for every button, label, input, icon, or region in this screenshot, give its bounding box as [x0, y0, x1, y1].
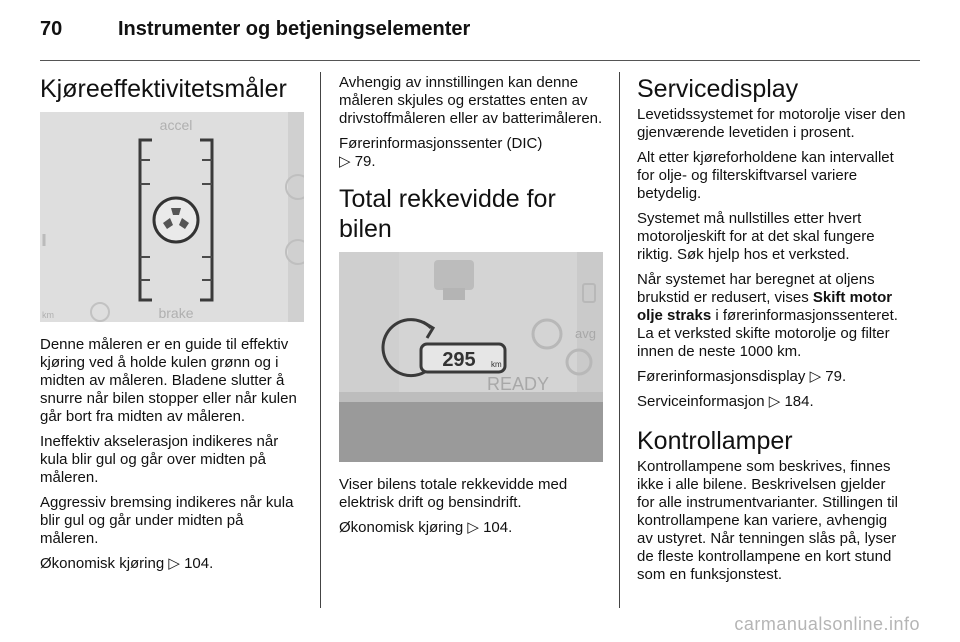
message-text: Skift motor olje straks: [637, 289, 893, 324]
range-unit: km: [491, 360, 502, 369]
xref-page: 79.: [825, 368, 847, 385]
page-header: [40, 18, 920, 46]
watermark: carmanualsonline.info: [734, 614, 920, 634]
section-heading-total-range: Total rekkevidde for bilen: [339, 185, 556, 243]
paragraph: Når systemet har beregnet at oljens brukstid er redusert, vises Skift motor olje straks i førerinformasjonssenteret. La et verksted skifte motorolje og filter innen de neste 1000 km.: [637, 271, 898, 360]
cross-reference[interactable]: [339, 135, 604, 171]
xref-text: Økonomisk kjøring: [40, 555, 165, 572]
xref-arrow-icon: ▷: [467, 519, 479, 536]
paragraph: Aggressiv bremsing indikeres når kula blir gul og går under midten på måleren.: [40, 494, 294, 547]
column-2: [339, 74, 604, 544]
ready-label: READY: [487, 374, 550, 394]
xref-text: Serviceinformasjon: [637, 393, 765, 410]
xref-text: Førerinformasjonsdisplay: [637, 368, 806, 385]
header-rule: [40, 60, 920, 61]
total-range-figure: [339, 252, 603, 462]
page-number: 70: [40, 18, 63, 40]
xref-arrow-icon: ▷: [168, 555, 180, 572]
xref-text: Førerinformasjonssenter (DIC): [339, 135, 543, 152]
paragraph: Denne måleren er en guide til effektiv kjøring ved å holde kulen grønn og i midten av måleren. Bladene slutter å snurre når bilen stopper eller når kulen går bort fra midten av måleren.: [40, 336, 297, 425]
cross-reference[interactable]: [637, 368, 907, 386]
xref-page: 79.: [354, 153, 376, 170]
xref-arrow-icon: ▷: [339, 153, 351, 170]
column-divider-1: [320, 72, 321, 608]
gauge-label-km: km: [42, 310, 54, 320]
paragraph: Systemet må nullstilles etter hvert motoroljeskift for at det skal fungere riktig. Søk hjelp hos et verksted.: [637, 210, 875, 263]
column-1: [40, 74, 304, 580]
paragraph: Alt etter kjøreforholdene kan intervallet for olje- og filterskiftvarsel variere betydelig.: [637, 149, 894, 202]
cross-reference[interactable]: [40, 555, 304, 573]
cross-reference[interactable]: [637, 393, 907, 411]
xref-page: 104.: [184, 555, 214, 572]
cross-reference[interactable]: [339, 519, 604, 537]
section-heading-service: Servicedisplay: [637, 75, 799, 103]
section-heading-warning-lights: Kontrollamper: [637, 427, 793, 455]
gauge-label-accel: accel: [159, 117, 193, 133]
figure-caption: Viser bilens totale rekkevidde med elektrisk drift og bensindrift.: [339, 476, 568, 511]
avg-label: avg: [575, 326, 596, 341]
chapter-title: Instrumenter og betjeningselementer: [118, 18, 471, 40]
xref-text: Økonomisk kjøring: [339, 519, 464, 536]
xref-arrow-icon: ▷: [768, 393, 781, 410]
paragraph: Levetidssystemet for motorolje viser den gjenværende levetiden i prosent.: [637, 106, 906, 141]
paragraph: Kontrollampene som beskrives, finnes ikke i alle bilene. Beskrivelsen gjelder for alle instrumentvarianter. Stillingen til kontrollampene kan variere, avhengig av ustyret. Når tenningen slås på, lyser de fleste kontrollampene en kort stund som en funksjonstest.: [637, 458, 898, 583]
section-heading-efficiency: Kjøreeffektivitetsmåler: [40, 75, 287, 103]
xref-page: 184.: [784, 393, 814, 410]
column-3: [637, 74, 907, 591]
efficiency-gauge-figure: [40, 112, 304, 322]
total-range-illustration: [339, 252, 603, 462]
paragraph: Ineffektiv akselerasjon indikeres når kula blir gul og går over midten på måleren.: [40, 433, 279, 486]
efficiency-gauge-illustration: [40, 112, 304, 322]
column-divider-2: [619, 72, 620, 608]
paragraph: Avhengig av innstillingen kan denne måleren skjules og erstattes enten av drivstoffmåleren eller av batterimåleren.: [339, 74, 603, 127]
xref-arrow-icon: ▷: [809, 368, 822, 385]
gauge-label-brake: brake: [158, 305, 194, 321]
range-value: 295: [442, 349, 476, 371]
xref-page: 104.: [483, 519, 513, 536]
